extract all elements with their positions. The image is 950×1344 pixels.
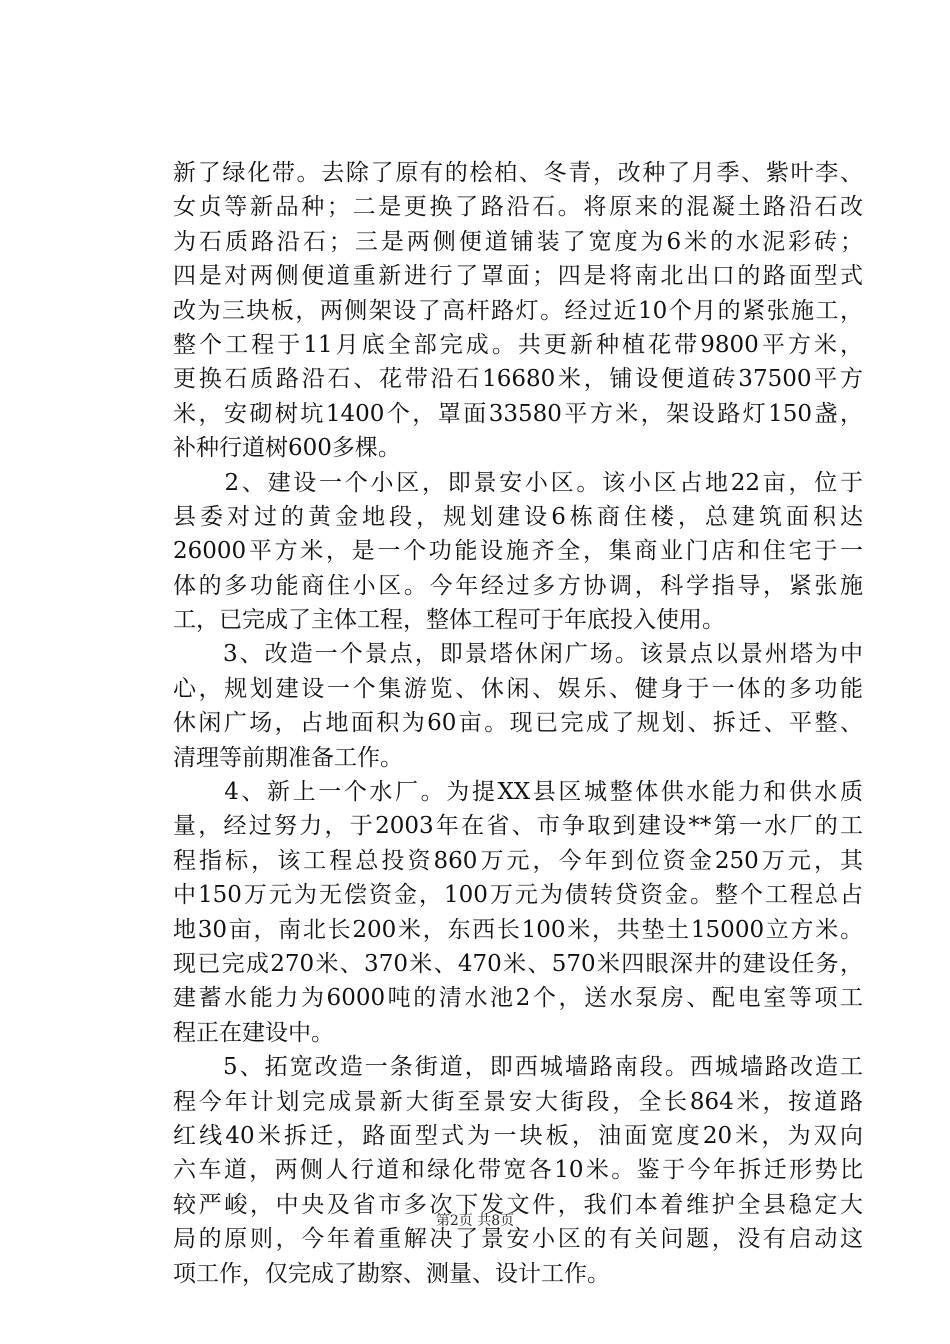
- text-line: 工，已完成了主体工程，整体工程可于年底投入使用。: [173, 607, 725, 634]
- text-line: 六车道，两侧人行道和绿化带宽各10米。鉴于今年拆迁形势比: [173, 1157, 863, 1184]
- text-line: 建蓄水能力为6000吨的清水池2个，送水泵房、配电室等项工: [173, 985, 863, 1012]
- text-line: 程指标，该工程总投资860万元，今年到位资金250万元，其: [173, 847, 863, 874]
- text-line: 量，经过努力，于2003年在省、市争取到建设**第一水厂的工: [173, 813, 863, 840]
- text-line: 项工作，仅完成了勘察、测量、设计工作。: [173, 1260, 610, 1287]
- paragraph-start-line: 4、新上一个水厂。为提XX县区城整体供水能力和供水质: [173, 779, 863, 806]
- text-line: 红线40米拆迁，路面型式为一块板，油面宽度20米，为双向: [173, 1122, 863, 1149]
- text-line: 为石质路沿石；三是两侧便道铺装了宽度为6米的水泥彩砖；: [173, 228, 863, 255]
- text-line: 改为三块板，两侧架设了高杆路灯。经过近10个月的紧张施工，: [173, 297, 863, 324]
- paragraph-start-line: 3、改造一个景点，即景塔休闲广场。该景点以景州塔为中: [173, 641, 863, 668]
- text-line: 补种行道树600多棵。: [173, 435, 401, 462]
- text-line: 中150万元为无偿资金，100万元为债转贷资金。整个工程总占: [173, 882, 863, 909]
- text-line: 体的多功能商住小区。今年经过多方协调，科学指导，紧张施: [173, 572, 863, 599]
- text-line: 米，安砌树坑1400个，罩面33580平方米，架设路灯150盏，: [173, 400, 863, 427]
- text-line: 现已完成270米、370米、470米、570米四眼深井的建设任务，: [173, 950, 863, 977]
- text-line: 心，规划建设一个集游览、休闲、娱乐、健身于一体的多功能: [173, 675, 863, 702]
- text-line: 四是对两侧便道重新进行了罩面；四是将南北出口的路面型式: [173, 263, 863, 290]
- text-line: 地30亩，南北长200米，东西长100米，共垫土15000立方米。: [173, 916, 863, 943]
- page-footer: 第2页 共8页: [435, 1213, 515, 1229]
- text-line: 整个工程于11月底全部完成。共更新种植花带9800平方米，: [173, 331, 863, 358]
- body-text: [173, 156, 863, 1291]
- text-line: 新了绿化带。去除了原有的桧柏、冬青，改种了月季、紫叶李、: [173, 160, 863, 186]
- text-line: 休闲广场，占地面积为60亩。现已完成了规划、拆迁、平整、: [173, 710, 863, 737]
- text-line: 局的原则，今年着重解决了景安小区的有关问题，没有启动这: [173, 1226, 863, 1253]
- text-line: 县委对过的黄金地段，规划建设6栋商住楼，总建筑面积达: [173, 503, 863, 530]
- text-line: 26000平方米，是一个功能设施齐全，集商业门店和住宅于一: [173, 538, 863, 565]
- text-line: 更换石质路沿石、花带沿石16680米，铺设便道砖37500平方: [173, 366, 863, 393]
- text-line: 程正在建设中。: [173, 1019, 334, 1046]
- paragraph-start-line: 5、拓宽改造一条街道，即西城墙路南段。西城墙路改造工: [173, 1054, 863, 1081]
- text-line: 程今年计划完成景新大街至景安大街段，全长864米，按道路: [173, 1088, 863, 1115]
- text-line: 清理等前期准备工作。: [173, 744, 403, 771]
- text-line: 较严峻，中央及省市多次下发文件，我们本着维护全县稳定大: [173, 1191, 863, 1218]
- paragraph-start-line: 2、建设一个小区，即景安小区。该小区占地22亩，位于: [173, 469, 863, 496]
- text-line: 女贞等新品种；二是更换了路沿石。将原来的混凝土路沿石改: [173, 194, 863, 221]
